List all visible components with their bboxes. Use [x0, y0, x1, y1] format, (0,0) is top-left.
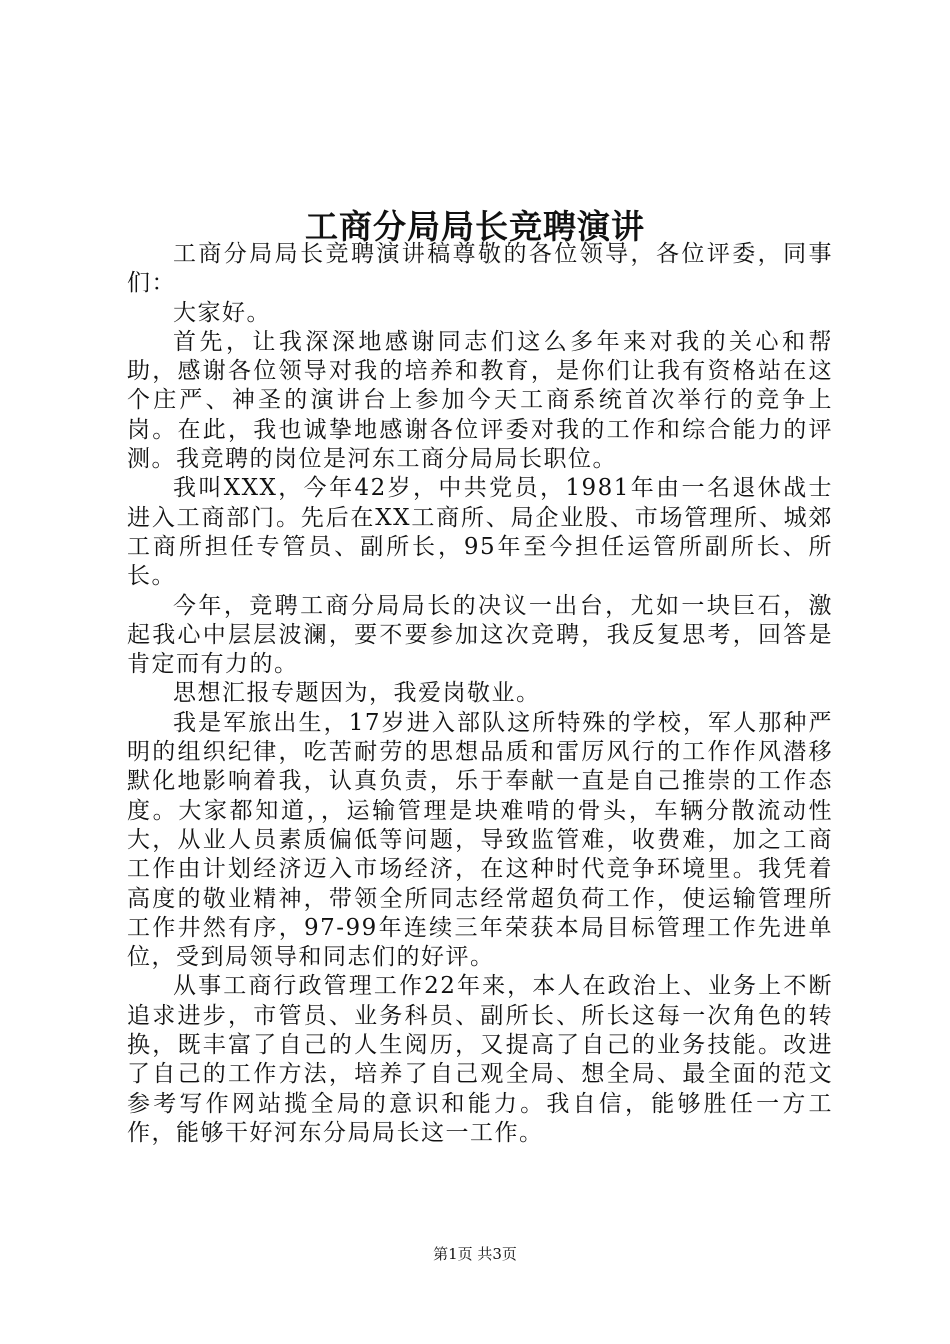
paragraph-military-background: 我是军旅出生，17岁进入部队这所特殊的学校，军人那种严明的组织纪律，吃苦耐劳的思想品质和雷厉风行的工作作风潜移默化地影响着我，认真负责，乐于奉献一直是自己推崇的工作态度。大家都知道，，运输管理是块难啃的骨头，车辆分散流动性大，从业人员素质偏低等问题，导致监管难，收费难，加之工商工作由计划经济迈入市场经济，在这种时代竞争环境里。我凭着高度的敬业精神，带领全所同志经常超负荷工作，使运输管理所工作井然有序，97-99年连续三年荣获本局目标管理工作先进单位，受到局领导和同志们的好评。	[127, 709, 833, 971]
paragraph-hello: 大家好。	[173, 299, 271, 326]
paragraph-career-summary: 从事工商行政管理工作22年来，本人在政治上、业务上不断追求进步，市管员、业务科员、副所长、所长这每一次角色的转换，既丰富了自己的人生阅历，又提高了自己的业务技能。改进了自己的工作方法，培养了自己观全局、想全局、最全面的范文参考写作网站揽全局的意识和能力。我自信，能够胜任一方工作，能够干好河东分局局长这一工作。	[127, 973, 833, 1146]
document-title: 工商分局局长竞聘演讲	[305, 207, 645, 247]
paragraph-reason: 思想汇报专题因为，我爱岗敬业。	[173, 680, 541, 707]
paragraph-thanks: 首先，让我深深地感谢同志们这么多年来对我的关心和帮助，感谢各位领导对我的培养和教育，是你们让我有资格站在这个庄严、神圣的演讲台上参加今天工商系统首次举行的竞争上岗。在此，我也诚挚地感谢各位评委对我的工作和综合能力的评测。我竞聘的岗位是河东工商分局局长职位。	[127, 328, 833, 473]
paragraph-introduction: 我叫XXX，今年42岁，中共党员，1981年由一名退休战士进入工商部门。先后在XX工商所、局企业股、市场管理所、城郊工商所担任专管员、副所长，95年至今担任运管所副所长、所长。	[127, 475, 833, 590]
page-footer: 第1页 共3页	[433, 1245, 517, 1263]
document-body	[127, 240, 833, 1148]
paragraph-decision: 今年，竞聘工商分局局长的决议一出台，尤如一块巨石，激起我心中层层波澜，要不要参加这次竞聘，我反复思考，回答是肯定而有力的。	[127, 592, 833, 678]
paragraph-greeting: 工商分局局长竞聘演讲稿尊敬的各位领导，各位评委，同事们：	[127, 241, 833, 297]
